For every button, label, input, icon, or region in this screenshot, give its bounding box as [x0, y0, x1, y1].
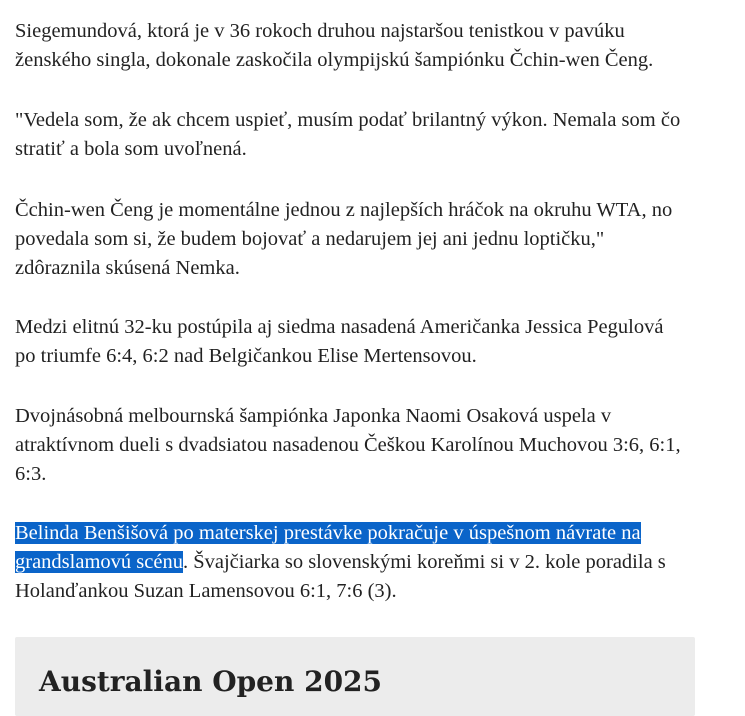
- paragraph-line: 6:3.: [15, 463, 47, 485]
- selected-text[interactable]: grandslamovú scénu: [15, 551, 183, 573]
- article-paragraph-4: [15, 313, 695, 371]
- paragraph-line: Dvojnásobná melbournská šampiónka Japonka Naomi Osaková uspela v: [15, 405, 612, 427]
- paragraph-line: atraktívnom dueli s dvadsiatou nasadenou Češkou Karolínou Muchovou 3:6, 6:1,: [15, 434, 681, 456]
- paragraph-line: zdôraznila skúsená Nemka.: [15, 257, 240, 279]
- paragraph-line: Holanďankou Suzan Lamensovou 6:1, 7:6 (3).: [15, 580, 397, 602]
- paragraph-line: po triumfe 6:4, 6:2 nad Belgičankou Elise Mertensovou.: [15, 345, 477, 367]
- paragraph-line: Siegemundová, ktorá je v 36 rokoch druhou najstaršou tenistkou v pavúku: [15, 20, 625, 42]
- paragraph-line: Medzi elitnú 32-ku postúpila aj siedma nasadená Američanka Jessica Pegulová: [15, 316, 664, 338]
- paragraph-line: [15, 519, 695, 548]
- article-paragraph-2: [15, 106, 695, 164]
- info-box-title: Australian Open 2025: [39, 665, 383, 698]
- tournament-info-box: [15, 637, 695, 716]
- article-paragraph-3: [15, 196, 695, 283]
- article-paragraph-5: [15, 402, 695, 489]
- paragraph-text: . Švajčiarka so slovenskými koreňmi si v 2. kole poradila s: [182, 551, 666, 573]
- article-paragraph-1: [15, 17, 695, 75]
- selected-text[interactable]: Belinda Benšišová po materskej prestávke pokračuje v úspešnom návrate na: [15, 522, 641, 544]
- paragraph-line: "Vedela som, že ak chcem uspieť, musím podať brilantný výkon. Nemala som čo: [15, 109, 681, 131]
- paragraph-line: Čchin-wen Čeng je momentálne jednou z najlepších hráčok na okruhu WTA, no: [15, 199, 673, 221]
- paragraph-line: povedala som si, že budem bojovať a nedarujem jej ani jednu loptičku,": [15, 228, 605, 250]
- paragraph-line: stratiť a bola som uvoľnená.: [15, 138, 247, 160]
- article-paragraph-6: [15, 519, 695, 606]
- paragraph-line: ženského singla, dokonale zaskočila olympijskú šampiónku Čchin-wen Čeng.: [15, 49, 654, 71]
- paragraph-line: [15, 548, 695, 577]
